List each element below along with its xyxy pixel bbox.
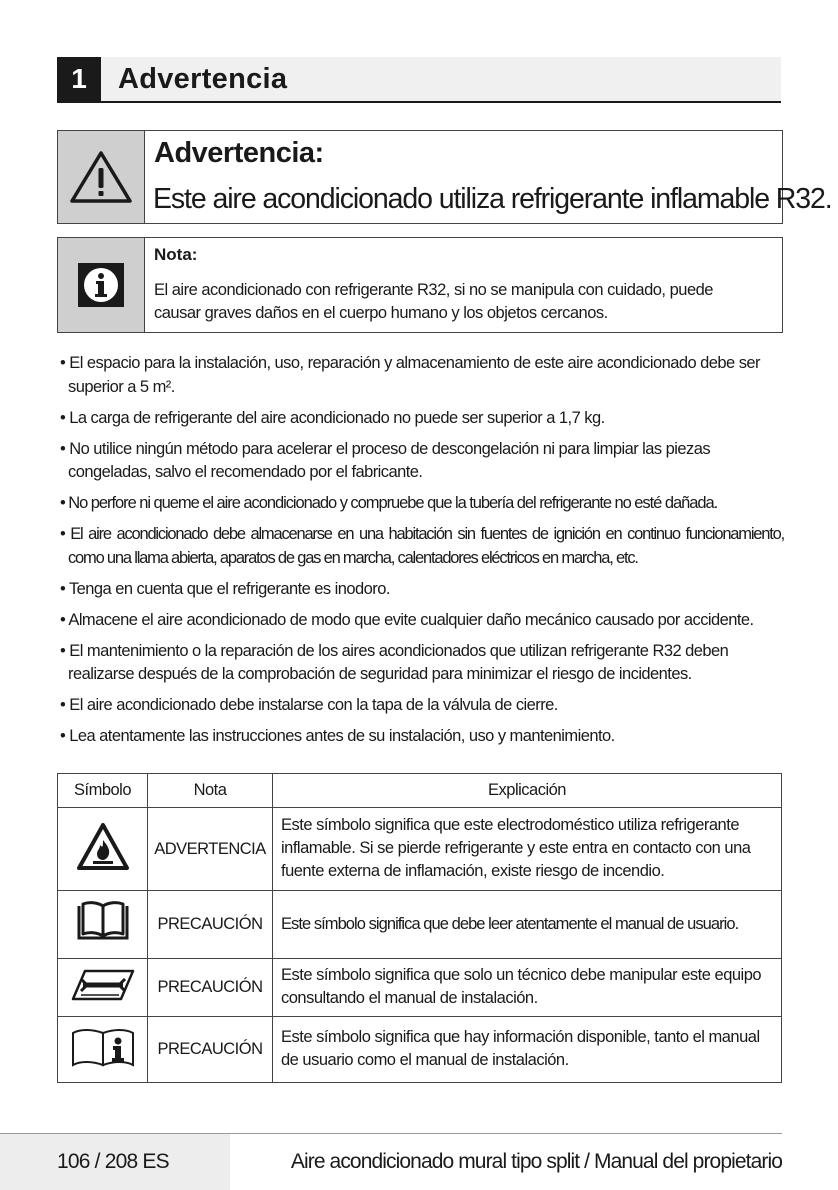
list-item: • Tenga en cuenta que el refrigerante es inodoro. [60, 579, 390, 598]
warning-title: Advertencia: [154, 137, 324, 169]
note-text-line2: causar graves daños en el cuerpo humano y los objetos cercanos. [154, 304, 608, 322]
table-cell-explicacion: Este símbolo significa que solo un técnico debe manipular este equipo consultando el manual de instalación. [273, 959, 782, 1017]
symbols-table [57, 773, 782, 1083]
warning-text: Este aire acondicionado utiliza refrigerante inflamable R32. [153, 183, 832, 215]
table-cell-explicacion: Este símbolo significa que debe leer atentamente el manual de usuario. [273, 891, 782, 959]
note-box [57, 237, 783, 333]
footer-title: Aire acondicionado mural tipo split / Manual del propietario [290, 1150, 782, 1173]
page-number: 106 / 208 ES [57, 1150, 169, 1173]
list-item: • La carga de refrigerante del aire acondicionado no puede ser superior a 1,7 kg. [60, 408, 605, 427]
list-item: • No utilice ningún método para acelerar el proceso de descongelación ni para limpiar las piezas congeladas, salvo el recomendado por el fabricante. [60, 439, 711, 481]
table-row [58, 1017, 782, 1083]
list-item: • El aire acondicionado debe almacenarse en una habitación sin fuentes de ignición en continuo funcionamiento, como una llama abierta, aparatos de gas en marcha, calentadores eléctricos en marcha, etc. [60, 525, 784, 567]
warning-triangle-icon [58, 131, 145, 223]
open-manual-icon [58, 891, 148, 959]
flammable-warning-icon [58, 808, 148, 891]
table-row [58, 959, 782, 1017]
header-simbolo: Símbolo [58, 774, 148, 808]
section-title: Advertencia [118, 63, 288, 95]
table-cell-nota: PRECAUCIÓN [148, 959, 273, 1017]
list-item: • El aire acondicionado debe instalarse con la tapa de la válvula de cierre. [60, 696, 558, 714]
table-row [58, 808, 782, 891]
info-icon [58, 238, 145, 332]
header-explicacion: Explicación [273, 774, 782, 808]
list-item: • Almacene el aire acondicionado de modo que evite cualquier daño mecánico causado por accidente. [60, 610, 754, 629]
table-cell-nota: PRECAUCIÓN [148, 891, 273, 959]
info-manual-icon [58, 1017, 148, 1083]
table-cell-nota: ADVERTENCIA [148, 808, 273, 891]
list-item: • El mantenimiento o la reparación de los aires acondicionados que utilizan refrigerante R32 deben realizarse después de la comprobación de seguridad para minimizar el riesgo de incidentes. [60, 641, 729, 683]
table-cell-explicacion: Este símbolo significa que hay información disponible, tanto el manual de usuario como el manual de instalación. [273, 1017, 782, 1083]
list-item: • No perfore ni queme el aire acondicionado y compruebe que la tubería del refrigerante no esté dañada. [60, 494, 718, 512]
list-item: • El espacio para la instalación, uso, reparación y almacenamiento de este aire acondicionado debe ser superior a 5 m². [60, 354, 760, 396]
list-item: • Lea atentamente las instrucciones antes de su instalación, uso y mantenimiento. [60, 727, 615, 745]
warning-box [57, 130, 832, 224]
table-cell-nota: PRECAUCIÓN [148, 1017, 273, 1083]
note-text-line1: El aire acondicionado con refrigerante R32, si no se manipula con cuidado, puede [154, 281, 713, 299]
table-header-row [58, 774, 782, 808]
note-title: Nota: [154, 245, 198, 264]
service-manual-icon [58, 959, 148, 1017]
section-number: 1 [57, 57, 101, 101]
table-row [58, 891, 782, 959]
header-nota: Nota [148, 774, 273, 808]
bullet-list [57, 352, 784, 756]
table-cell-explicacion: Este símbolo significa que este electrodoméstico utiliza refrigerante inflamable. Si se pierde refrigerante y este entra en contacto con una fuente externa de inflamación, existe riesgo de incendio. [273, 808, 782, 891]
